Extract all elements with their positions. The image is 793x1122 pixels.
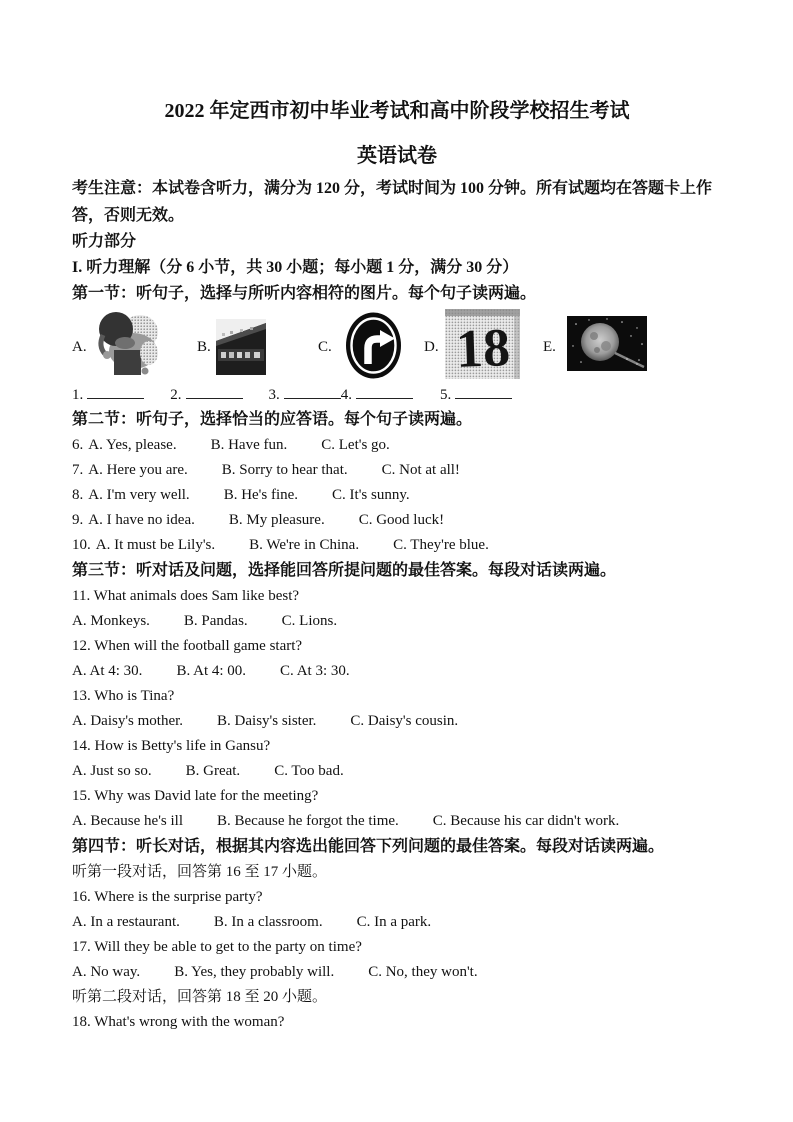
moon-image <box>567 316 647 371</box>
option-b: B. Sorry to hear that. <box>221 462 348 478</box>
picture-label-b: B. <box>197 339 211 355</box>
paper-title: 2022 年定西市初中毕业考试和高中阶段学校招生考试 <box>164 100 630 122</box>
option-b: B. At 4: 00. <box>176 663 247 679</box>
question-12-options <box>72 659 722 684</box>
option-b: B. Have fun. <box>210 437 288 453</box>
blank-number: 3. <box>268 387 280 403</box>
blank-line <box>284 383 341 399</box>
answer-blank-3 <box>269 383 341 407</box>
blank-line <box>455 383 512 399</box>
picture-option-a <box>95 307 162 380</box>
option-a: A. Just so so. <box>72 763 152 779</box>
option-c: C. Daisy's cousin. <box>350 713 459 729</box>
blank-line <box>356 383 413 399</box>
option-a: A. Daisy's mother. <box>72 713 184 729</box>
number-18-image <box>445 309 520 379</box>
option-a: A. I'm very well. <box>88 487 190 503</box>
blank-number: 1. <box>72 387 84 403</box>
dialogue-1-instruction: 听第一段对话，回答第 16 至 17 小题。 <box>72 864 328 880</box>
question-17: 17. Will they be able to get to the party on time? <box>72 939 362 955</box>
question-6 <box>72 433 722 458</box>
listening-part-label: 听力部分 <box>72 233 137 250</box>
question-11: 11. What animals does Sam like best? <box>72 588 300 604</box>
question-number: 8. <box>72 487 84 503</box>
picture-option-d <box>445 309 520 379</box>
option-c: C. At 3: 30. <box>280 663 350 679</box>
option-b: B. In a classroom. <box>213 914 323 930</box>
option-c: C. Because his car didn't work. <box>432 813 620 829</box>
blank-line <box>87 383 144 399</box>
option-c: C. Too bad. <box>274 763 344 779</box>
picture-label-e: E. <box>543 339 556 355</box>
node-3-instruction: 第三节：听对话及问题，选择能回答所提问题的最佳答案。每段对话读两遍。 <box>72 562 617 579</box>
turn-right-sign-image <box>345 311 402 380</box>
candidate-notice: 考生注意：本试卷含听力，满分为 120 分，考试时间为 100 分钟。所有试题均在答题卡上作答，否则无效。 <box>72 180 713 224</box>
option-a: A. Yes, please. <box>88 437 177 453</box>
picture-option-e <box>567 316 647 371</box>
option-b: B. We're in China. <box>249 537 360 553</box>
section-1-heading: I. 听力理解（分 6 小节，共 30 小题；每小题 1 分，满分 30 分） <box>72 259 519 276</box>
picture-label-a: A. <box>72 339 87 355</box>
option-a: A. At 4: 30. <box>72 663 143 679</box>
question-15: 15. Why was David late for the meeting? <box>72 788 319 804</box>
option-b: B. Great. <box>185 763 241 779</box>
option-c: C. It's sunny. <box>332 487 410 503</box>
picture-label-d: D. <box>424 339 439 355</box>
option-a: A. No way. <box>72 964 141 980</box>
option-c: C. They're blue. <box>393 537 489 553</box>
paper-subtitle: 英语试卷 <box>357 145 437 167</box>
answer-blank-4 <box>341 383 413 407</box>
option-a: A. Monkeys. <box>72 613 150 629</box>
blank-number: 2. <box>170 387 182 403</box>
question-number: 6. <box>72 437 84 453</box>
node-4-instruction: 第四节：听长对话，根据其内容选出能回答下列问题的最佳答案。每段对话读两遍。 <box>72 838 665 855</box>
question-10 <box>72 533 722 558</box>
question-12: 12. When will the football game start? <box>72 638 303 654</box>
question-number: 10. <box>72 537 91 553</box>
blank-number: 5. <box>440 387 452 403</box>
option-a: A. In a restaurant. <box>72 914 180 930</box>
dialogue-2-instruction: 听第二段对话，回答第 18 至 20 小题。 <box>72 989 328 1005</box>
option-c: C. Good luck! <box>358 512 445 528</box>
option-c: C. No, they won't. <box>368 964 478 980</box>
option-c: C. Lions. <box>281 613 338 629</box>
question-9 <box>72 508 722 533</box>
option-b: B. Daisy's sister. <box>217 713 317 729</box>
option-b: B. Because he forgot the time. <box>217 813 399 829</box>
question-15-options <box>72 809 722 834</box>
option-c: C. Let's go. <box>321 437 390 453</box>
option-b: B. My pleasure. <box>228 512 325 528</box>
node-1-instruction: 第一节：听句子，选择与所听内容相符的图片。每个句子读两遍。 <box>72 285 537 302</box>
answer-blank-5 <box>440 383 512 407</box>
picture-options-row <box>72 307 722 383</box>
question-11-options <box>72 609 722 634</box>
option-a: A. I have no idea. <box>88 512 195 528</box>
svg-text:18: 18 <box>454 317 511 379</box>
question-13: 13. Who is Tina? <box>72 688 175 704</box>
building-image <box>216 319 266 375</box>
question-number: 7. <box>72 462 84 478</box>
option-c: C. In a park. <box>356 914 432 930</box>
question-16: 16. Where is the surprise party? <box>72 889 263 905</box>
question-7 <box>72 458 722 483</box>
option-b: B. Yes, they probably will. <box>174 964 335 980</box>
question-17-options <box>72 960 722 985</box>
question-14: 14. How is Betty's life in Gansu? <box>72 738 271 754</box>
blank-line <box>186 383 243 399</box>
question-8 <box>72 483 722 508</box>
option-c: C. Not at all! <box>381 462 460 478</box>
node-2-instruction: 第二节：听句子，选择恰当的应答语。每个句子读两遍。 <box>72 411 473 428</box>
answer-blanks-row <box>72 383 722 407</box>
picture-option-c <box>345 311 402 380</box>
option-b: B. Pandas. <box>183 613 248 629</box>
option-a: A. Here you are. <box>88 462 188 478</box>
answer-blank-2 <box>170 383 242 407</box>
question-number: 9. <box>72 512 84 528</box>
elephant-image <box>95 307 162 380</box>
option-a: A. It must be Lily's. <box>95 537 216 553</box>
question-18: 18. What's wrong with the woman? <box>72 1014 285 1030</box>
option-a: A. Because he's ill <box>72 813 184 829</box>
picture-label-c: C. <box>318 339 332 355</box>
question-16-options <box>72 910 722 935</box>
option-b: B. He's fine. <box>223 487 299 503</box>
picture-option-b <box>216 319 266 375</box>
blank-number: 4. <box>340 387 352 403</box>
answer-blank-1 <box>72 383 144 407</box>
question-13-options <box>72 709 722 734</box>
question-14-options <box>72 759 722 784</box>
